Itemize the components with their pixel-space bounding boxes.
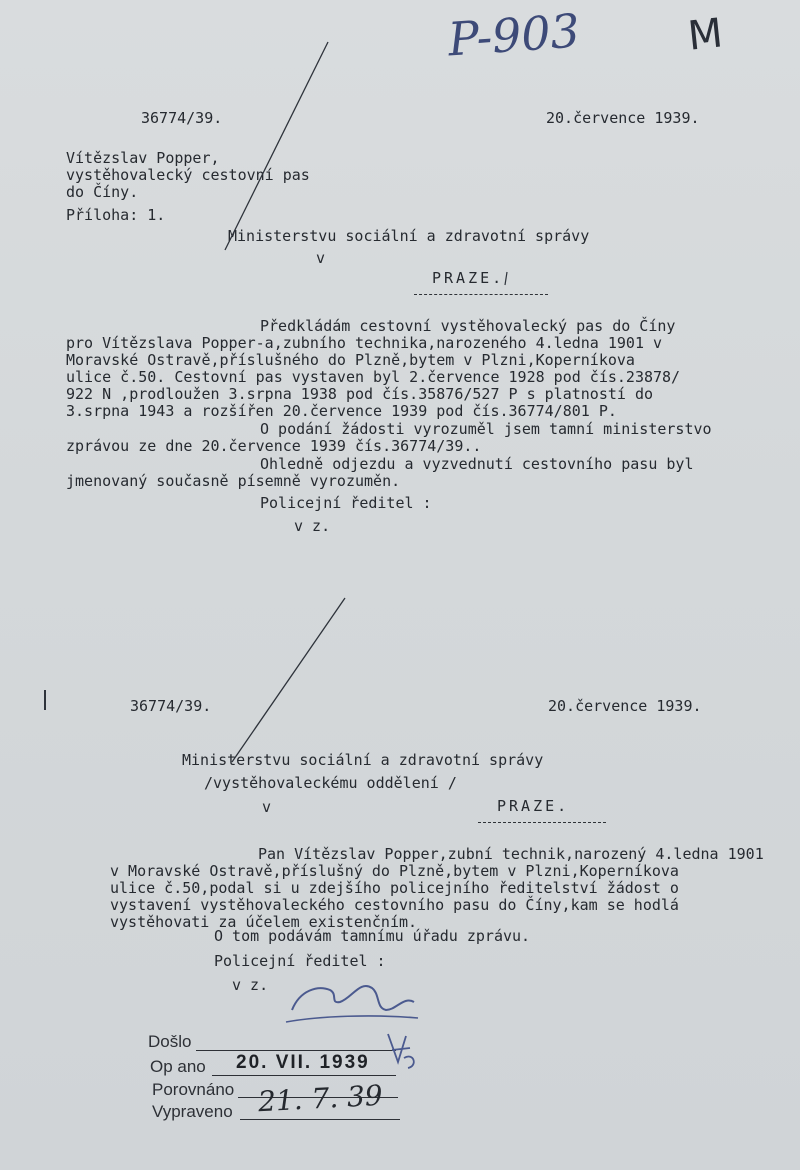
letter2-body-line3: ulice č.50,podal si u zdejšího policejního ředitelství žádost o bbox=[110, 879, 679, 897]
letter1-subject-line2: vystěhovalecký cestovní pas bbox=[66, 166, 310, 184]
letter1-body-line6: 3.srpna 1943 a rozšířen 20.července 1939 pod čís.36774/801 P. bbox=[66, 402, 617, 420]
stamp-label-copied: Op ano bbox=[150, 1057, 206, 1076]
stamp-copied-date: 20. VII. 1939 bbox=[236, 1052, 370, 1073]
letter1-subject-line3: do Číny. bbox=[66, 183, 139, 201]
handwritten-file-number: P-903 bbox=[446, 3, 582, 67]
letter2-signature-title: Policejní ředitel : bbox=[214, 952, 386, 970]
letter1-attachment: Příloha: 1. bbox=[66, 206, 166, 224]
letter2-addressee-line1: Ministerstvu sociální a zdravotní správy bbox=[182, 751, 544, 769]
handwritten-corner-mark: M bbox=[685, 10, 725, 60]
letter1-signature-title: Policejní ředitel : bbox=[260, 494, 432, 512]
paraph-scribble-underline bbox=[286, 1016, 418, 1022]
letter1-city: PRAZE. bbox=[432, 269, 505, 287]
letter1-vz: v z. bbox=[294, 517, 331, 535]
letter1-body-line4: ulice č.50. Cestovní pas vystaven byl 2.července 1928 pod čís.23878/ bbox=[66, 368, 681, 386]
letter1-body-line7: O podání žádosti vyrozuměl jsem tamní ministerstvo bbox=[260, 420, 712, 438]
letter2-body-line5: vystěhovati za účelem existenčním. bbox=[110, 913, 418, 931]
letter1-body-line1: Předkládám cestovní vystěhovalecký pas do Číny bbox=[260, 317, 676, 335]
letter2-ref: 36774/39. bbox=[130, 697, 212, 715]
stamp-label-compared: Porovnáno bbox=[152, 1080, 235, 1099]
letter1-body-line9: Ohledně odjezdu a vyzvednutí cestovního pasu byl bbox=[260, 455, 694, 473]
letter2-body-line1: Pan Vítězslav Popper,zubní technik,narozený 4.ledna 1901 bbox=[258, 845, 764, 863]
initials-mark bbox=[388, 1034, 414, 1068]
letter2-body-line2: v Moravské Ostravě,příslušný do Plzně,bytem v Plzni,Koperníkova bbox=[110, 862, 679, 880]
diagonal-check-stroke-top bbox=[225, 42, 328, 250]
letter2-body-line6: O tom podávám tamnímu úřadu zprávu. bbox=[214, 927, 531, 945]
letter2-in: v bbox=[262, 798, 272, 816]
letter1-subject-line1: Vítězslav Popper, bbox=[66, 149, 220, 167]
small-tick-mark bbox=[505, 272, 507, 285]
stamp-label-sent: Vypraveno bbox=[152, 1102, 233, 1121]
letter2-body-line4: vystavení vystěhovaleckého cestovního pasu do Číny,kam se hodlá bbox=[110, 896, 679, 914]
letter1-body-line10: jmenovaný současně písemně vyrozuměn. bbox=[66, 472, 401, 490]
paraph-scribble bbox=[292, 986, 414, 1010]
letter1-body-line2: pro Vítězslava Popper-a,zubního technika,narozeného 4.ledna 1901 v bbox=[66, 334, 663, 352]
letter1-body-line5: 922 N ,prodloužen 3.srpna 1938 pod čís.35876/527 P s platností do bbox=[66, 385, 653, 403]
letter2-city: PRAZE. bbox=[497, 797, 570, 815]
letter1-date: 20.července 1939. bbox=[546, 109, 700, 127]
letter1-in: v bbox=[316, 249, 326, 267]
letter2-vz: v z. bbox=[232, 976, 269, 994]
diagonal-check-stroke-bottom bbox=[232, 598, 345, 762]
letter1-body-line3: Moravské Ostravě,příslušného do Plzně,bytem v Plzni,Koperníkova bbox=[66, 351, 635, 369]
letter1-body-line8: zprávou ze dne 20.července 1939 čís.36774/39.. bbox=[66, 437, 482, 455]
letter1-addressee: Ministerstvu sociální a zdravotní správy bbox=[228, 227, 590, 245]
letter1-ref: 36774/39. bbox=[141, 109, 223, 127]
letter2-addressee-line2: /vystěhovaleckému oddělení / bbox=[204, 774, 457, 792]
stamp-label-received: Došlo bbox=[148, 1032, 192, 1051]
letter2-date: 20.července 1939. bbox=[548, 697, 702, 715]
stamp-sent-handwritten-date: 21. 7. 39 bbox=[257, 1078, 384, 1119]
